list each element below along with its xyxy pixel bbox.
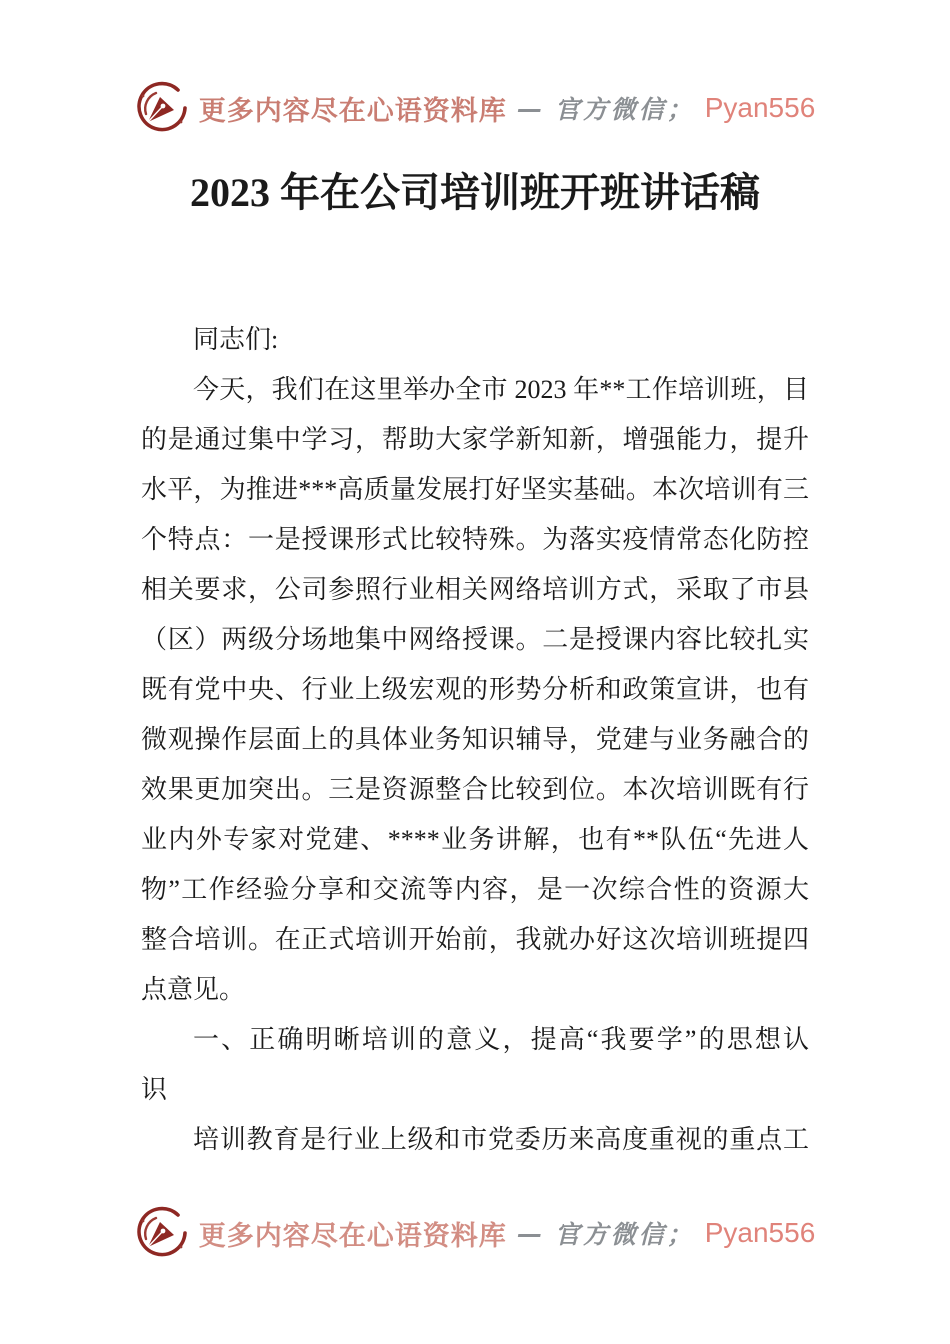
- document-line: 培训教育是行业上级和市党委历来高度重视的重点工: [193, 1125, 809, 1154]
- document-line: 同志们:: [193, 325, 279, 354]
- footer-dash: —: [516, 1218, 545, 1248]
- header-brand-text: 更多内容尽在心语资料库: [198, 95, 507, 126]
- footer-wechat-account: Pyan556: [704, 1217, 816, 1248]
- header-wechat-label: 官方微信；: [554, 95, 695, 124]
- document-line: 物”工作经验分享和交流等内容，是一次综合性的资源大: [141, 875, 809, 904]
- document-line: 效果更加突出。三是资源整合比较到位。本次培训既有行: [141, 775, 809, 804]
- document-line: 业内外专家对党建、****业务讲解，也有**队伍“先进人: [141, 825, 809, 854]
- footer-brand-text: 更多内容尽在心语资料库: [198, 1220, 507, 1251]
- document-line: 识: [141, 1075, 168, 1104]
- document-line: 相关要求，公司参照行业相关网络培训方式，采取了市县: [141, 575, 809, 604]
- document-line: 点意见。: [141, 975, 246, 1004]
- document-line: 既有党中央、行业上级宏观的形势分析和政策宣讲，也有: [141, 675, 809, 704]
- document-line: 一、正确明晰培训的意义，提高“我要学”的思想认: [193, 1025, 809, 1054]
- document-title: 2023 年在公司培训班开班讲话稿: [190, 170, 760, 215]
- document-line: 整合培训。在正式培训开始前，我就办好这次培训班提四: [141, 925, 809, 954]
- header-wechat-account: Pyan556: [704, 92, 816, 123]
- footer-watermark: [0, 1203, 950, 1263]
- pen-nib-logo-icon: [135, 81, 189, 135]
- document-body: [141, 315, 809, 1165]
- document-line: 个特点：一是授课形式比较特殊。为落实疫情常态化防控: [141, 525, 809, 554]
- document-line: （区）两级分场地集中网络授课。二是授课内容比较扎实: [141, 625, 809, 654]
- document-line: 的是通过集中学习，帮助大家学新知新，增强能力，提升: [141, 425, 809, 454]
- header-watermark: [0, 78, 950, 138]
- document-line: 微观操作层面上的具体业务知识辅导，党建与业务融合的: [141, 725, 809, 754]
- pen-nib-logo-icon: [135, 1206, 189, 1260]
- document-line: 水平，为推进***高质量发展打好坚实基础。本次培训有三: [141, 475, 809, 504]
- footer-wechat-label: 官方微信；: [554, 1220, 695, 1249]
- document-line: 今天，我们在这里举办全市 2023 年**工作培训班，目: [193, 375, 809, 404]
- header-dash: —: [516, 93, 545, 123]
